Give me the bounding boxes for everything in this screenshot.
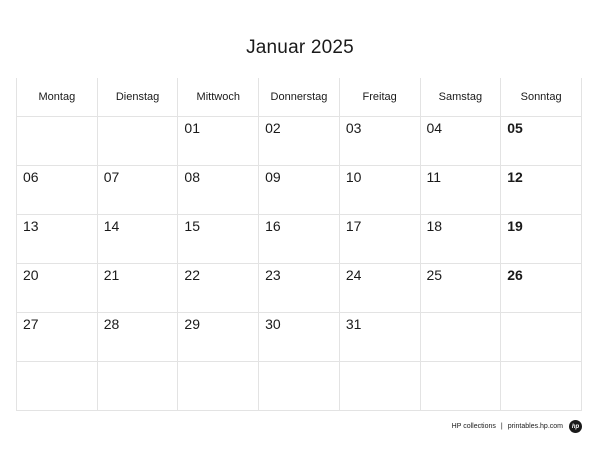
day-cell: 15 xyxy=(178,215,259,264)
weekday-header-row xyxy=(17,78,582,117)
day-cell-sunday: 19 xyxy=(501,215,582,264)
day-cell-sunday: 26 xyxy=(501,264,582,313)
hp-logo-icon: hp xyxy=(569,420,582,433)
day-cell xyxy=(97,117,178,166)
day-cell xyxy=(17,362,98,411)
footer xyxy=(452,420,582,433)
day-cell: 23 xyxy=(259,264,340,313)
day-cell-sunday xyxy=(501,362,582,411)
weekday-thursday: Donnerstag xyxy=(259,78,340,117)
day-cell: 03 xyxy=(339,117,420,166)
day-cell: 20 xyxy=(17,264,98,313)
day-cell: 14 xyxy=(97,215,178,264)
day-cell: 06 xyxy=(17,166,98,215)
day-cell: 02 xyxy=(259,117,340,166)
day-cell xyxy=(259,362,340,411)
day-cell-sunday xyxy=(501,313,582,362)
day-cell: 18 xyxy=(420,215,501,264)
day-cell: 30 xyxy=(259,313,340,362)
day-cell: 21 xyxy=(97,264,178,313)
week-row xyxy=(17,215,582,264)
week-row xyxy=(17,313,582,362)
day-cell xyxy=(339,362,420,411)
day-cell: 08 xyxy=(178,166,259,215)
weekday-monday: Montag xyxy=(17,78,98,117)
day-cell: 17 xyxy=(339,215,420,264)
day-cell xyxy=(178,362,259,411)
day-cell: 28 xyxy=(97,313,178,362)
day-cell xyxy=(17,117,98,166)
weekday-friday: Freitag xyxy=(339,78,420,117)
weekday-saturday: Samstag xyxy=(420,78,501,117)
footer-site-link[interactable]: printables.hp.com xyxy=(507,423,563,430)
day-cell xyxy=(420,362,501,411)
day-cell xyxy=(97,362,178,411)
day-cell: 13 xyxy=(17,215,98,264)
day-cell xyxy=(420,313,501,362)
day-cell: 24 xyxy=(339,264,420,313)
day-cell: 09 xyxy=(259,166,340,215)
weekday-wednesday: Mittwoch xyxy=(178,78,259,117)
day-cell: 07 xyxy=(97,166,178,215)
day-cell: 31 xyxy=(339,313,420,362)
day-cell: 04 xyxy=(420,117,501,166)
day-cell: 11 xyxy=(420,166,501,215)
day-cell: 01 xyxy=(178,117,259,166)
calendar-grid xyxy=(16,78,582,411)
day-cell: 25 xyxy=(420,264,501,313)
footer-brand: HP collections xyxy=(451,423,496,430)
day-cell: 29 xyxy=(178,313,259,362)
day-cell: 16 xyxy=(259,215,340,264)
week-row xyxy=(17,166,582,215)
week-row xyxy=(17,362,582,411)
weekday-sunday: Sonntag xyxy=(501,78,582,117)
weekday-tuesday: Dienstag xyxy=(97,78,178,117)
day-cell: 10 xyxy=(339,166,420,215)
calendar-title: Januar 2025 xyxy=(246,37,354,58)
week-row xyxy=(17,264,582,313)
day-cell: 22 xyxy=(178,264,259,313)
footer-separator: | xyxy=(500,423,503,430)
week-row xyxy=(17,117,582,166)
day-cell: 27 xyxy=(17,313,98,362)
day-cell-sunday: 12 xyxy=(501,166,582,215)
day-cell-sunday: 05 xyxy=(501,117,582,166)
